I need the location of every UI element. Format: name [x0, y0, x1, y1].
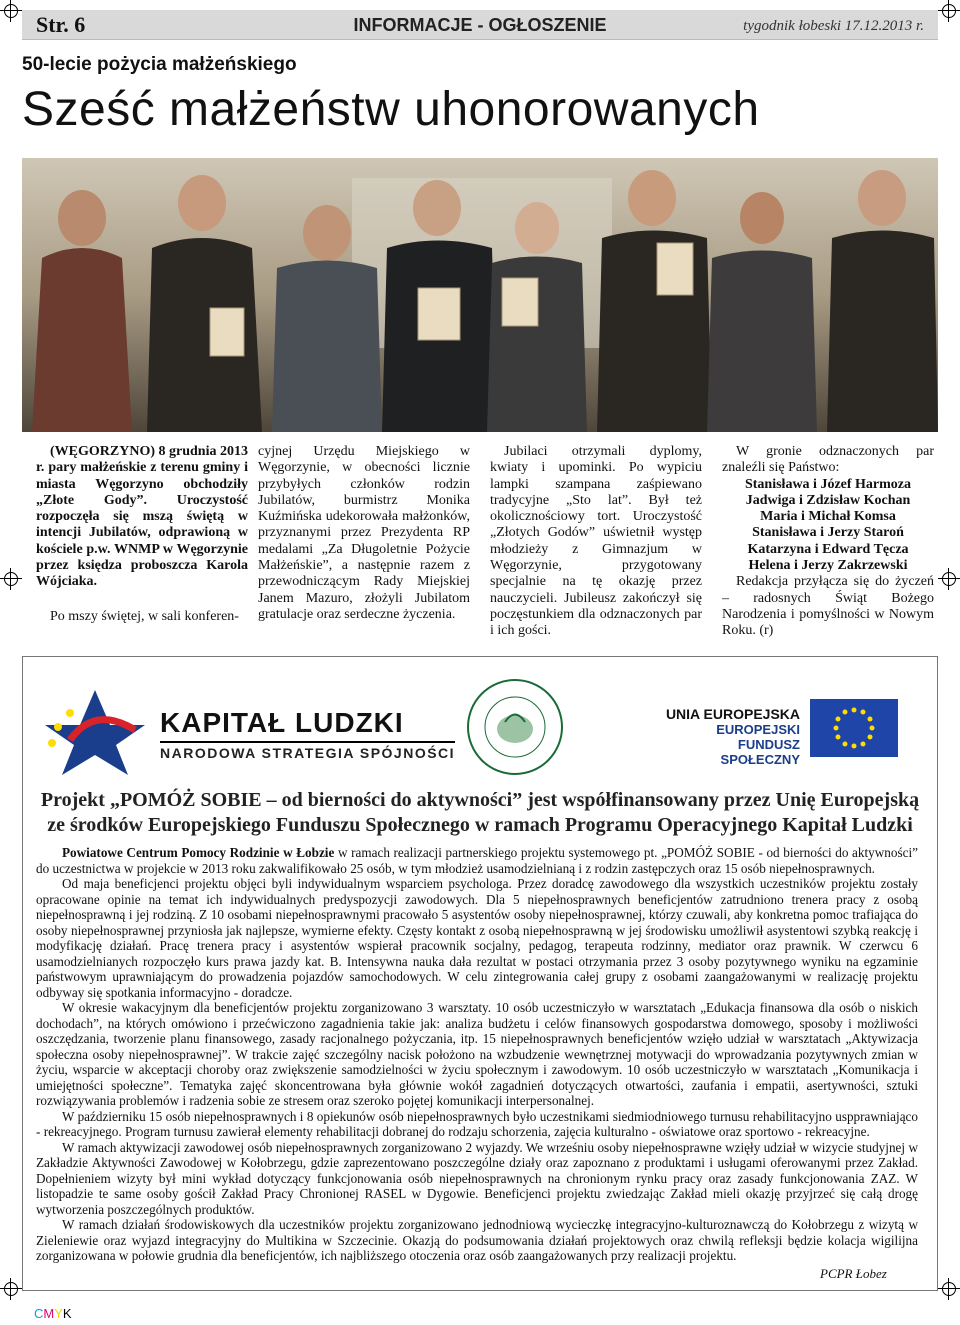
eu-fund-line2: FUNDUSZ SPOŁECZNY: [720, 737, 800, 767]
ad-paragraph: W ramach aktywizacji zawodowej osób niepełnosprawnych zorganizowano 2 wyjazdy. We wrześniu osoby niepełnosprawne wzięły udział w wizycie studyjnej w Zakładzie Aktywności Zawodowej w Kołobrzegu, gdzie zaprezentowano poszczególne działy oraz zapoznano z produktami i usługami oferowanymi przez Zakład. Dopełnieniem wizyty był mini wykład dotyczący funkcjonowania osób niepełnosprawnych na chronionym rynku pracy oraz zasady funkcjonowania ZAZ. W listopadzie te same osoby gościł Zakład Pracy Chronionej RASEL w Dygowie. Beneficjenci projektu zwiedzając Zakład mieli okazję przyjrzeć się całą drogę wytworzenia poszczególnych produktów.: [36, 1139, 918, 1217]
couple-name: Stanisława i Józef Harmoza: [744, 476, 912, 492]
article-paragraph: Jubilaci otrzymali dyplomy, kwiaty i upominki. Po wypiciu lampki szampana zaśpiewano tradycyjne „Sto lat”. Był też okolicznościowy tort. Uroczystość „Złotych Godów” uświetnił występ młodzieży z Gimnazjum w Węgorzynie, przygotowany specjalnie na tę okazję przez nauczycieli. Jubileusz zakończył się poczęstunkiem dla odznaczonych par i ich gości.: [490, 444, 702, 639]
kl-subtitle: NARODOWA STRATEGIA SPÓJNOŚCI: [160, 741, 455, 761]
project-line-2: ze środków Europejskiego Funduszu Społecznego w ramach Programu Operacyjnego Kapitał Ludzki: [47, 814, 913, 836]
registration-mark-top-right: [938, 0, 960, 22]
cmyk-mark: [34, 1306, 72, 1321]
article-column-4: [722, 444, 934, 640]
couple-name: Stanisława i Jerzy Staroń: [752, 525, 904, 541]
registration-mark-mid-left: [0, 568, 22, 590]
ad-signature: PCPR Łobez: [820, 1266, 887, 1281]
cmyk-k: K: [62, 1306, 72, 1321]
eu-title: UNIA EUROPEJSKA: [665, 706, 800, 722]
article-lead: (WĘGORZYNO) 8 grudnia 2013 r. pary małżeńskie z terenu gminy i miasta Węgorzyno obchodziły „Złote Gody”. Uroczystość rozpoczęła się mszą świętą w intencji Jubilatów, odprawioną w kościele p.w. WNMP w Węgorzynie przez księdza proboszcza Karola Wójciaka.: [36, 444, 248, 590]
couple-name: Maria i Michał Komsa: [760, 509, 896, 525]
ad-paragraph: Powiatowe Centrum Pomocy Rodzinie w Łobzie w ramach realizacji partnerskiego projektu systemowego pt. „POMÓŻ SOBIE - od bierności do aktywności” do uczestnictwa w projekcie w 2013 roku zakwalifikowało 25 osób, w tym młodzież usamodzielnianą i z rodzin zastępczych oraz 15 osób niepełnosprawnych.: [36, 845, 918, 876]
couple-name: Katarzyna i Edward Tęcza: [747, 541, 909, 557]
registration-mark-bottom-right: [938, 1278, 960, 1300]
article-closing: Redakcja przyłącza się do życzeń – radosnych Świąt Bożego Narodzenia i pomyślności w Nowym Roku. (r): [722, 574, 934, 639]
paper-name-date: tygodnik łobeski 17.12.2013 r.: [743, 18, 924, 34]
cmyk-c: C: [34, 1306, 44, 1321]
ad-paragraph: W październiku 15 osób niepełnosprawnych i 8 opiekunów osób niepełnosprawnych było uczestnikami siedmiodniowego turnusu rehabilitacyjno uspprawniająco - rekreacyjnego. Program turnusu zawierał elementy rehabilitacji dobranej do rodzaju schorzenia, zajęcia kulturalno - oświatowe oraz sportowo - rekreacyjne.: [36, 1108, 918, 1139]
couple-name: Jadwiga i Zdzisław Kochan: [745, 492, 911, 508]
eu-fund-line1: EUROPEJSKI: [716, 722, 800, 737]
registration-mark-top-left: [0, 0, 22, 22]
cmyk-y: Y: [54, 1306, 63, 1321]
kapital-ludzki-logo-icon: [40, 685, 150, 775]
section-title: INFORMACJE - OGŁOSZENIE: [353, 15, 607, 35]
eu-flag-icon: [810, 699, 898, 757]
article-column-1: [36, 444, 248, 625]
project-line-1: Projekt „POMÓŻ SOBIE – od bierności do aktywności” jest współfinansowany przez Unię Europejską: [40, 789, 920, 811]
article-column-3: [490, 444, 702, 640]
article-photo: [22, 158, 938, 432]
article-paragraph: cyjnej Urzędu Miejskiego w Węgorzynie, w obecności licznie przybyłych członków rodzin Jubilatów, burmistrz Monika Kuźmińska udekorowała małżonków, przyznanymi przez Prezydenta RP medalami „Za Długoletnie Pożycie Małżeńskie”, a następnie razem z przewodniczącym Rady Miejskiej Janem Mazuro, złożyli Jubilatom gratulacje oraz serdeczne życzenia.: [258, 444, 470, 622]
article-headline: Sześć małżeństw uhonorowanych: [22, 83, 760, 136]
kl-title: KAPITAŁ LUDZKI: [160, 707, 404, 738]
article-body: [22, 444, 938, 639]
ad-paragraph: W okresie wakacyjnym dla beneficjentów projektu zorganizowano 3 warsztaty. 10 osób uczestniczyło w warsztatach „Edukacja finansowa dla osób o niskich dochodach”, na których omówiono i przećwiczono zagadnienia takie jak: analiza budżetu i celów finansowych gospodarstwa domowego, sposoby i możliwości oszczędzania, tworzenie planu finansowego, zasady racjonalnego pożyczania, itp. 15 niepełnosprawnych beneficjentów wzięło udział w warsztatach „Aktywizacja społeczna osoby niepełnosprawnej”. W trakcie zajęć szczególny nacisk położono na wzbudzenie wewnętrznej motywacji do wprowadzania pozytywnych zmian w życiu, wsparcie w akceptacji choroby oraz zwiększenie samodzielności w życiu społecznym i zawodowym. 10 osób uczestniczyło w warsztatach „Komunikacja i umiejętności społeczne”. Tematyka zajęć skoncentrowana była głównie wokół zagadnień dotyczących otwartości, zaufania i empatii, asertywności, sztuki rozwiązywania problemów i radzenia sobie ze stresem oraz szeroko pojętej komunikacji interpersonalnej.: [36, 1000, 918, 1108]
registration-mark-bottom-left: [0, 1278, 22, 1300]
article-kicker: 50-lecie pożycia małżeńskiego: [22, 54, 297, 75]
ad-org-name: Powiatowe Centrum Pomocy Rodzinie w Łobzie: [62, 845, 335, 860]
couples-intro: W gronie odznaczonych par znaleźli się Państwo:: [722, 444, 934, 476]
page-number: Str. 6: [36, 12, 86, 37]
page-header: [22, 10, 938, 40]
article-column-2: [258, 444, 470, 623]
eu-text: [660, 707, 800, 767]
article-paragraph: Po mszy świętej, w sali konferen-: [50, 608, 239, 624]
kapital-ludzki-text: [160, 707, 455, 761]
pcpr-seal-icon: [465, 677, 565, 777]
project-statement: [40, 788, 920, 838]
couples-list: [722, 477, 934, 575]
ad-paragraph: Od maja beneficjenci projektu objęci byli indywidualnym wsparciem psychologa. Przez doradcę zawodowego dla wszystkich uczestników projektu zostały opracowane opinie na temat ich indywidualnych predyspozycji zawodowych. Dla 5 niepełnosprawnych beneficjentów zatrudniono trenera pracy z osobą niepełnosprawną i jej rodziną. Z 10 osobami niepełnosprawnymi pracowało 5 asystentów osoby niepełnosprawnej, którzy czuwali, aby konkretna pomoc trafiająca do osoby niepełnosprawnej przyniosła jak najlepsze, wymierne efekty. Częsty kontakt z osobą niepełnosprawną w jej środowisku umożliwił asystentowi szybką reakcję i modyfikację działań. Pracę trenera pracy i asystentów wspierał pracownik socjalny, pedagog, terapeuta rodzinny, mediator oraz prawnik. W czerwcu 6 usamodzielnianych rozpoczęło kurs prawa jazdy kat. B. Intensywna nauka dała rezultat w postaci otrzymania przez 3 osoby pozytywnego wyniku na egzaminie państwowym uprawniającym do prowadzenia pojazdów samochodowych. W celu zintegrowania całej grupy z osobami zaangażowanymi w realizację projektu odbyway się spotkania informacyjno - doradcze.: [36, 876, 918, 1000]
ad-paragraph: W ramach działań środowiskowych dla uczestników projektu zorganizowano jednodniową wycieczkę integracyjno-kulturoznawczą do Kołobrzegu z wizytą w Zieleniewie oraz wyjazd integracyjny do Multikina w Szczecinie. Okazją do podsumowania działań projektowych oraz chwilą refleksji będzie kolacja wigilijna zorganizowana w połowie grudnia dla beneficjentów, ich najbliższego otoczenia oraz osób zaangażowanych przy realizacji projektu.: [36, 1217, 918, 1263]
cmyk-m: M: [43, 1306, 55, 1321]
registration-mark-mid-right: [938, 568, 960, 590]
ad-logo-header: [40, 675, 920, 840]
couple-name: Helena i Jerzy Zakrzewski: [748, 558, 908, 574]
ad-body-text: [36, 845, 918, 1264]
